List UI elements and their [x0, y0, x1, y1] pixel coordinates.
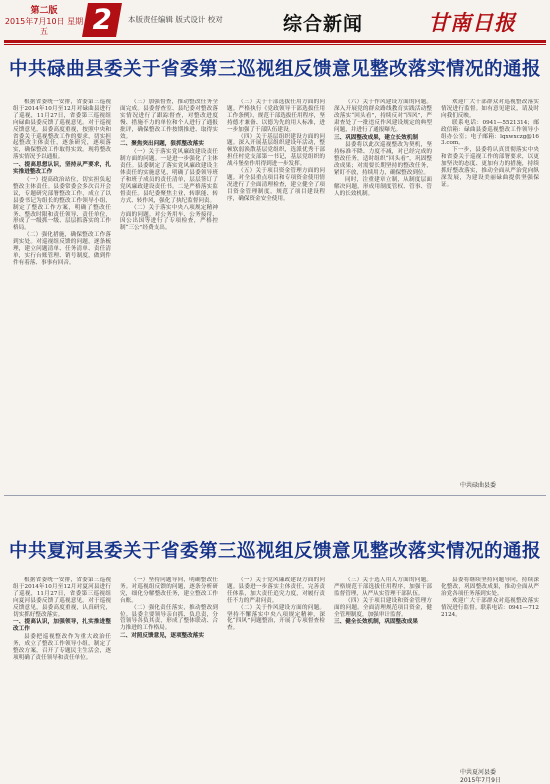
paragraph: 县委将以此次巡视整改为契机，坚持标准不降、力度不减，对已经完成的整改任务，适时组织“回头看”，巩固整改成果；对需要长期坚持的整改任务，紧盯不放，持续用力，确保整改到位。	[334, 142, 432, 177]
page-number: 2	[82, 3, 122, 37]
section-subheading: 二、聚焦突出问题，狠抓整改落实	[120, 141, 204, 148]
section-subheading: 二、对照反馈意见，逐项整改落实	[120, 633, 204, 640]
paragraph: （二）强化责任落实，推动整改到位。县委主要领导亲自抓、负总责，分管领导各负其责，形成了整体联动、合力推进的工作格局。	[120, 604, 218, 632]
paragraph: 根据省委统一安排，省委第三巡视组于2014年10月至12月对碌曲县进行了巡视，11月27日，省委第三巡视组向碌曲县委反馈了巡视意见。对于巡视反馈意见，县委高度重视，按照中央和省委关于巡视整改工作的要求，切实担起整改主体责任，逐条研究，逐项落实，确保整改工作取得实效。现将整改落实情况予以通报。	[13, 99, 111, 161]
text-column	[441, 577, 539, 767]
text-column	[13, 577, 111, 767]
article-1-source: 中共碌曲县委	[460, 482, 497, 489]
paragraph: 县委将继续坚持问题导向，持续深化整改，巩固整改成果，推动全面从严治党各项任务落到实处。	[441, 577, 539, 597]
section-subheading: 三、巩固整改成果，建立长效机制	[334, 134, 418, 141]
paragraph: （三）关于选人用人方面的问题。严格规范干部选拔任用程序，加强干部监督管理，从严从实管理干部队伍。	[334, 577, 432, 597]
paragraph: （一）关于落实党风廉政建设责任制方面的问题。一是进一步强化了主体责任。县委制定了落实党风廉政建设主体责任的实施意见，明确了县委领导班子和班子成员的责任清单，层层签订了党风廉政建设责任书。二是严格落实监督责任。县纪委聚焦主业，转职能、转方式、转作风，强化了执纪监督问责。	[120, 149, 218, 204]
paragraph: 县委把巡视整改作为重大政治任务，成立了整改工作领导小组，制定了整改方案，召开了专题民主生活会，逐项明确了责任领导和责任单位。	[13, 634, 111, 661]
paragraph: 联系电话：0941—5521314；邮政信箱：碌曲县委巡视整改工作领导小组办公室；电子邮箱：lqxwxczg@163.com。	[441, 119, 539, 147]
paragraph: （四）关于项目建设和资金管理方面的问题。全面清理规范项目资金，健全管理制度，加强审计监督。	[334, 597, 432, 618]
newspaper-logo: 甘南日报	[428, 10, 516, 35]
paragraph: 欢迎广大干部群众对巡视整改落实情况进行监督。如有意见建议，请及时向我们反映。	[441, 99, 539, 119]
edition-info	[4, 6, 84, 37]
paragraph: （二）强化措施，确保整改工作落到实处。对巡视组反馈的问题，逐条梳理，建立问题清单、任务清单、责任清单，实行台账管理、销号制度，做到件件有着落、事事有回音。	[13, 232, 111, 266]
edition-number: 第二版	[30, 6, 58, 16]
masthead-rule-thin	[4, 44, 546, 45]
paragraph: （二）关于落实中央八项规定精神方面的问题。对公务用车、公务接待、因公出国等进行了专项检查，严格控制“三公”经费支出。	[120, 204, 218, 232]
article-divider	[4, 495, 546, 496]
article-2-source: 中共夏河县委	[460, 769, 497, 776]
article-1-headline: 中共碌曲县委关于省委第三巡视组反馈意见整改落实情况的通报	[8, 59, 541, 80]
article-2-headline: 中共夏河县委关于省委第三巡视组反馈意见整改落实情况的通报	[8, 541, 541, 562]
article-1-body	[13, 99, 539, 475]
paragraph: （三）加强督查，推动整改任务全面完成。县委督查室、县纪委对整改落实情况进行了跟踪督查，对整改进度慢、措施不力的单位和个人进行了通报批评，确保整改工作按期推进、取得实效。	[120, 99, 218, 140]
masthead	[0, 0, 550, 40]
paragraph: （四）关于基层组织建设方面的问题。深入开展基层组织建设年活动，整顿软弱涣散基层党组织，选派优秀干部担任村党支部第一书记，基层党组织的战斗堡垒作用得到进一步发挥。	[227, 133, 325, 168]
paragraph: （一）坚持问题导向，明确整改任务。对巡视组反馈的问题，逐条分析研究，细化分解整改任务，建立整改工作台账。	[120, 577, 218, 604]
paragraph: （五）关于项目资金管理方面的问题。对全县重点项目和专项资金使用情况进行了全面清理检查，建立健全了项目资金管理制度，规范了项目建设程序，确保资金安全使用。	[227, 168, 325, 202]
paragraph: （一）提高政治站位，切实担负起整改主体责任。县委常委会多次召开会议，专题研究部署整改工作，成立了以县委书记为组长的整改工作领导小组，制定了整改工作方案，明确了整改任务、整改时限和责任领导、责任单位，形成了一级抓一级、层层抓落实的工作格局。	[13, 176, 111, 232]
paragraph: 下一步，县委将认真贯彻落实中央和省委关于巡视工作的部署要求，以更加坚决的态度、更加有力的措施，持续抓好整改落实，推动全面从严治党向纵深发展，为建设美丽碌曲提供坚强保证。	[441, 147, 539, 188]
article-2-date: 2015年7月9日	[460, 777, 501, 784]
editor-credits: 本版责任编辑 版式设计 校对	[128, 15, 223, 24]
masthead-rule	[4, 40, 546, 43]
text-column	[441, 99, 539, 475]
paragraph: 根据省委统一安排，省委第三巡视组于2014年10月至12月对夏河县进行了巡视，11月27日，省委第三巡视组向夏河县委反馈了巡视意见。对于巡视反馈意见，县委高度重视，认真研究，切实抓好整改落实。	[13, 577, 111, 618]
text-column	[120, 577, 218, 767]
paragraph: （一）关于党风廉政建设方面的问题。县委进一步落实主体责任，完善责任体系，加大责任追究力度，对履行责任不力的严肃问责。	[227, 577, 325, 604]
paragraph: 欢迎广大干部群众对巡视整改落实情况进行监督。联系电话：0941—7122124。	[441, 597, 539, 618]
text-column	[120, 99, 218, 475]
section-title: 综合新闻	[283, 13, 364, 35]
edition-date: 2015年7月10日 星期五	[4, 17, 84, 36]
text-column	[334, 577, 432, 767]
text-column	[334, 99, 432, 475]
text-column	[227, 99, 325, 475]
article-2-body	[13, 577, 539, 767]
section-subheading: 三、健全长效机制，巩固整改成果	[334, 619, 418, 626]
paragraph: （六）关于作风建设方面的问题。深入开展党的群众路线教育实践活动整改落实“回头看”，持续反对“四风”，严肃查处了一批违反作风建设规定的典型问题，并进行了通报曝光。	[334, 99, 432, 133]
section-subheading: 一、提高认识，加强领导，扎实推进整改工作	[13, 619, 111, 633]
text-column	[227, 577, 325, 767]
text-column	[13, 99, 111, 475]
paragraph: 同时，注重建章立制，从制度层面解决问题，形成用制度管权、管事、管人的长效机制。	[334, 176, 432, 197]
section-subheading: 一、提高思想认识，坚持从严要求，扎实推进整改工作	[13, 162, 111, 176]
paragraph: （三）关于干部选拔任用方面的问题。严格执行《党政领导干部选拔任用工作条例》，规范干部选拔任用程序，坚持德才兼备、以德为先的用人标准，进一步加强了干部队伍建设。	[227, 99, 325, 133]
paragraph: （二）关于作风建设方面的问题。坚持不懈落实中央八项规定精神，深化“四风”问题整治，开展了专项督查检查。	[227, 604, 325, 632]
